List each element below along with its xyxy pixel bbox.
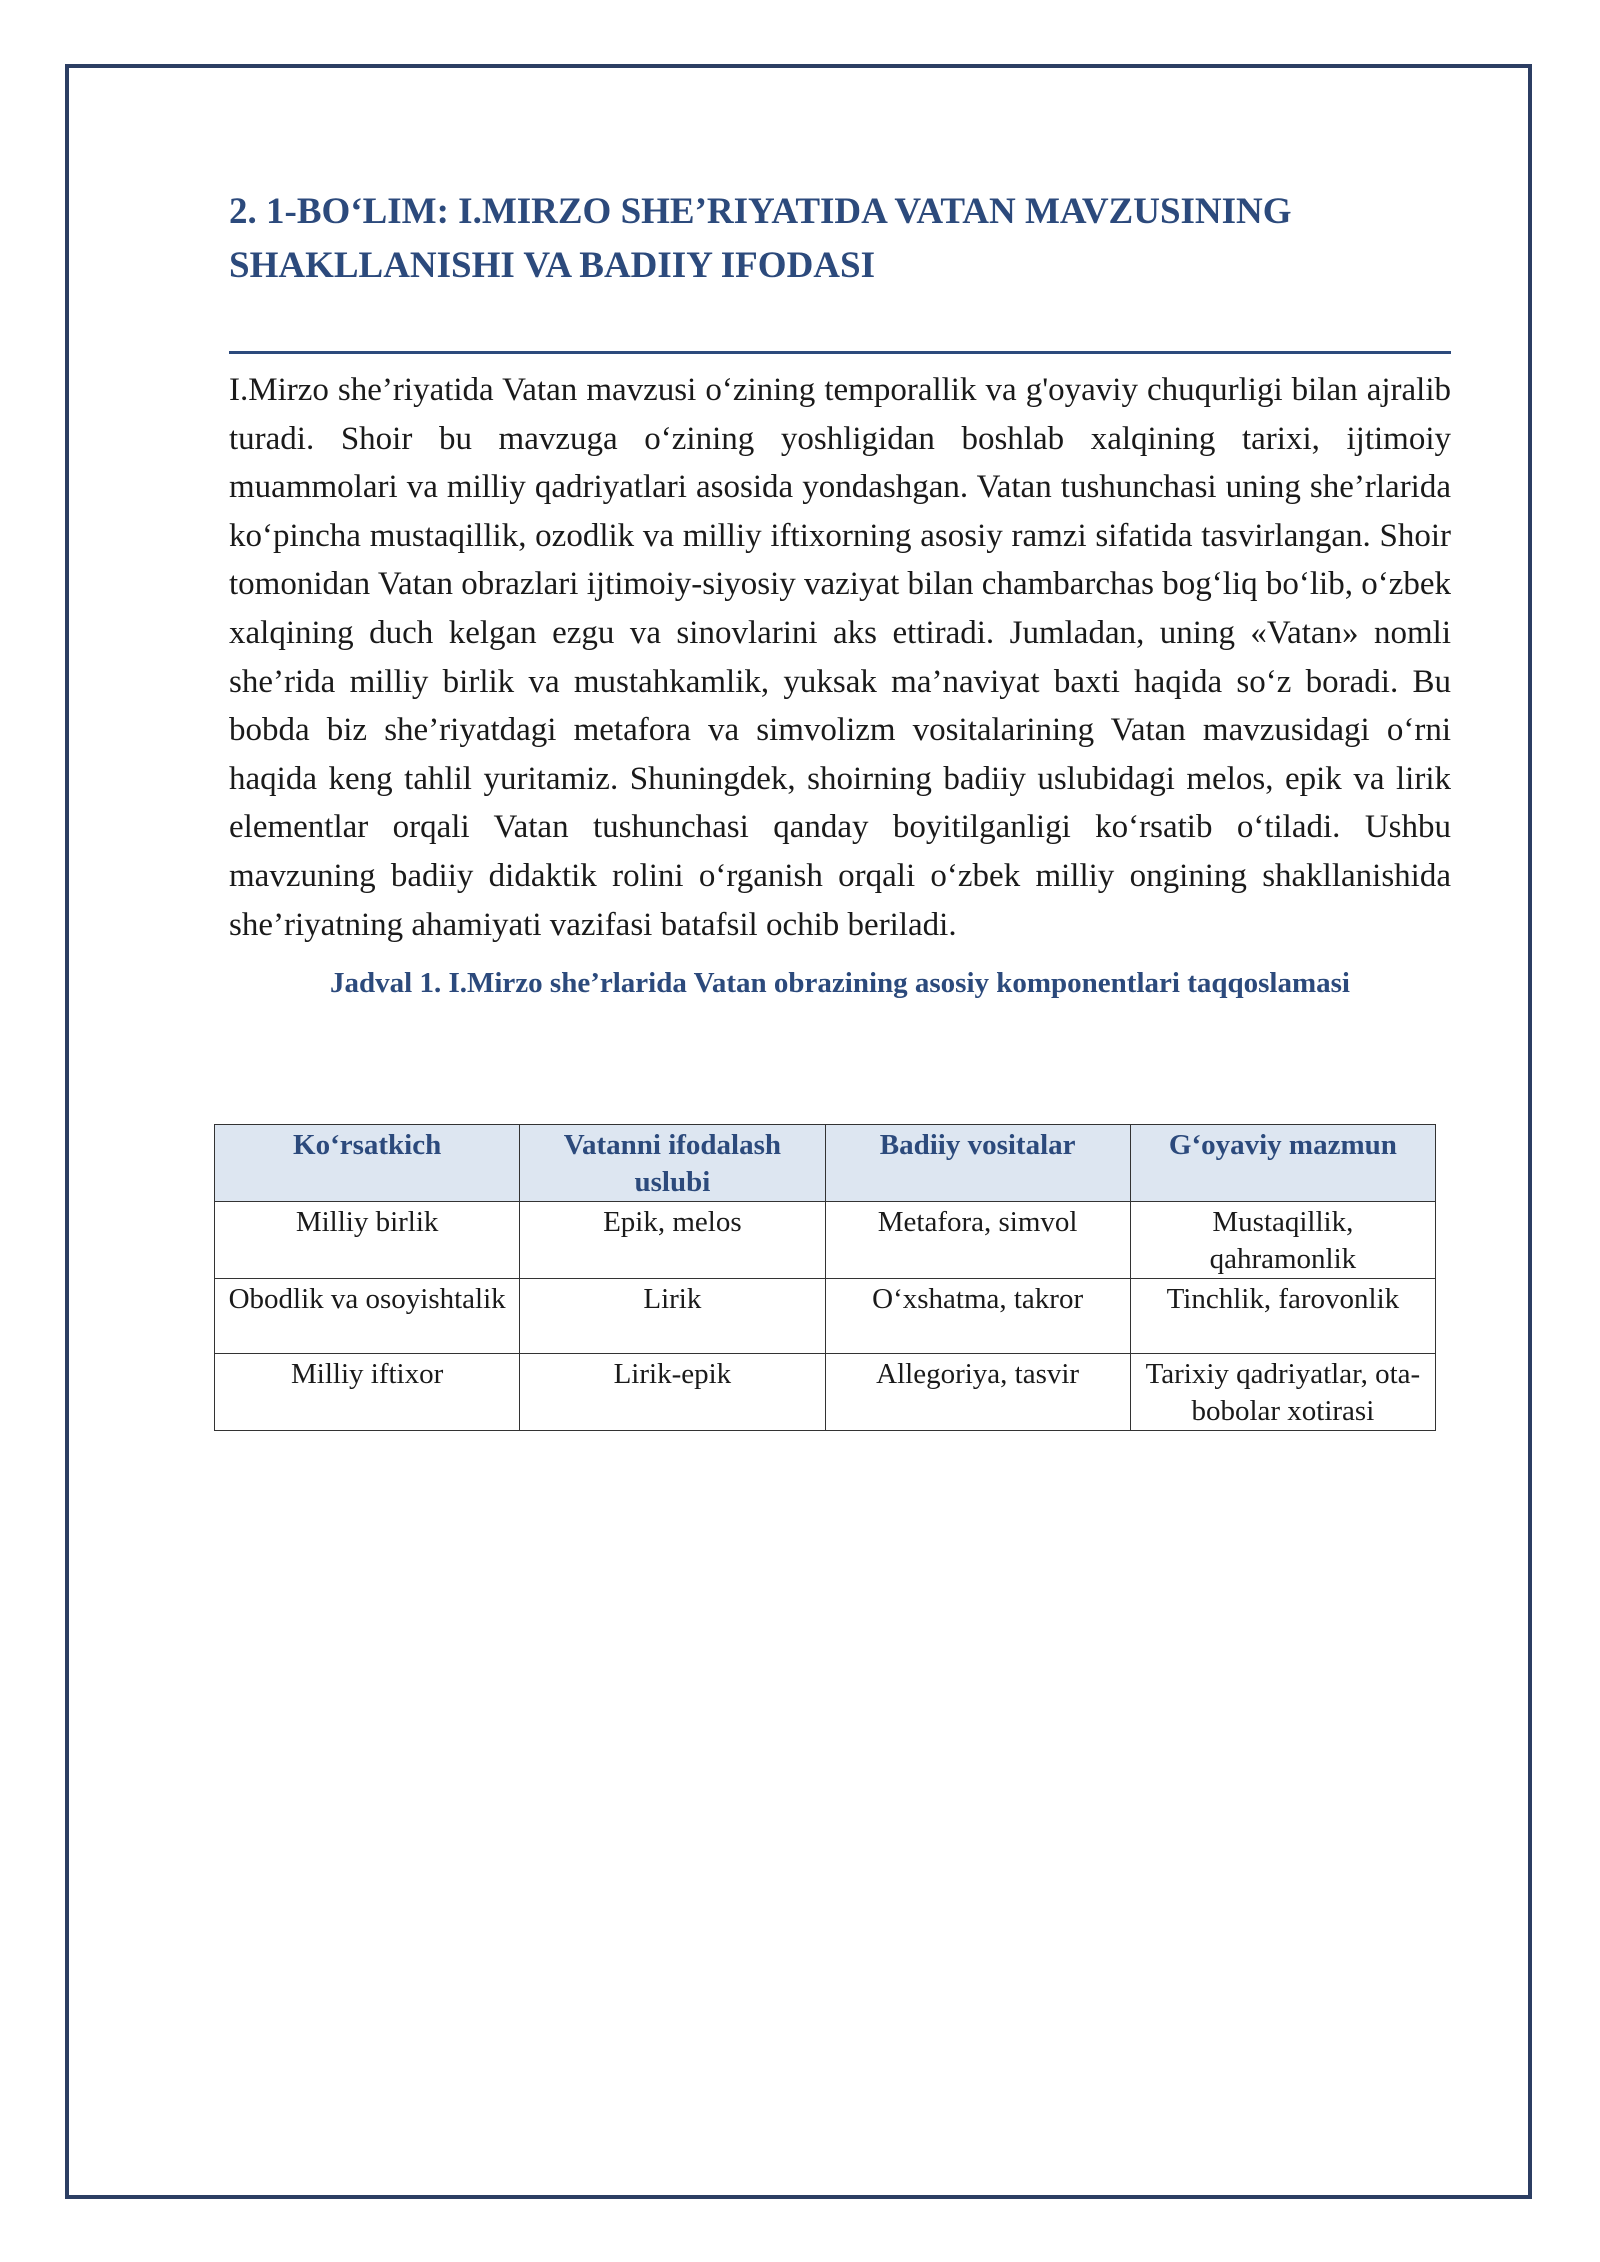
table-header-cell: Vatanni ifodalash uslubi [520, 1125, 825, 1202]
table-row [215, 1354, 1436, 1431]
table-header-cell: Ko‘rsatkich [215, 1125, 520, 1202]
table-cell: O‘xshatma, takror [825, 1279, 1130, 1354]
table-cell: Lirik [520, 1279, 825, 1354]
table-header-cell: Badiiy vositalar [825, 1125, 1130, 1202]
table-cell: Allegoriya, tasvir [825, 1354, 1130, 1431]
table-cell: Obodlik va osoyishtalik [215, 1279, 520, 1354]
table-cell: Metafora, simvol [825, 1202, 1130, 1279]
table-cell: Milliy birlik [215, 1202, 520, 1279]
document-content [229, 185, 1451, 1003]
body-paragraph: I.Mirzo she’riyatida Vatan mavzusi o‘zining temporallik va g'oyaviy chuqurligi bilan ajralib turadi. Shoir bu mavzuga o‘zining yoshligidan boshlab xalqining tarixi, ijtimoiy muammolari va milliy qadriyatlari asosida yondashgan. Vatan tushunchasi uning she’rlarida ko‘pincha mustaqillik, ozodlik va milliy iftixorning asosiy ramzi sifatida tasvirlangan. Shoir tomonidan Vatan obrazlari ijtimoiy-siyosiy vaziyat bilan chambarchas bog‘liq bo‘lib, o‘zbek xalqining duch kelgan ezgu va sinovlarini aks ettiradi. Jumladan, uning «Vatan» nomli she’rida milliy birlik va mustahkamlik, yuksak ma’naviyat baxti haqida so‘z boradi. Bu bobda biz she’riyatdagi metafora va simvolizm vositalarining Vatan mavzusidagi o‘rni haqida keng tahlil yuritamiz. Shuningdek, shoirning badiiy uslubidagi melos, epik va lirik elementlar orqali Vatan tushunchasi qanday boyitilganligi ko‘rsatib o‘tiladi. Ushbu mavzuning badiiy didaktik rolini o‘rganish orqali o‘zbek milliy ongining shakllanishida she’riyatning ahamiyati vazifasi batafsil ochib beriladi. [229, 372, 1451, 943]
table-header-row [215, 1125, 1436, 1202]
table-header-cell: G‘oyaviy mazmun [1130, 1125, 1435, 1202]
table-cell: Lirik-epik [520, 1354, 825, 1431]
table-row [215, 1202, 1436, 1279]
heading-divider [229, 351, 1451, 354]
table-row [215, 1279, 1436, 1354]
table-cell: Tarixiy qadriyatlar, ota-bobolar xotirasi [1130, 1354, 1435, 1431]
table-cell: Tinchlik, farovonlik [1130, 1279, 1435, 1354]
comparison-table [214, 1124, 1436, 1431]
table-caption: Jadval 1. I.Mirzo she’rlarida Vatan obrazining asosiy komponentlari taqqoslamasi [330, 967, 1350, 1000]
table-cell: Epik, melos [520, 1202, 825, 1279]
section-heading: 2. 1-BO‘LIM: I.MIRZO SHE’RIYATIDA VATAN MAVZUSINING SHAKLLANISHI VA BADIIY IFODASI [229, 191, 1292, 286]
table-cell: Milliy iftixor [215, 1354, 520, 1431]
table-cell: Mustaqillik, qahramonlik [1130, 1202, 1435, 1279]
